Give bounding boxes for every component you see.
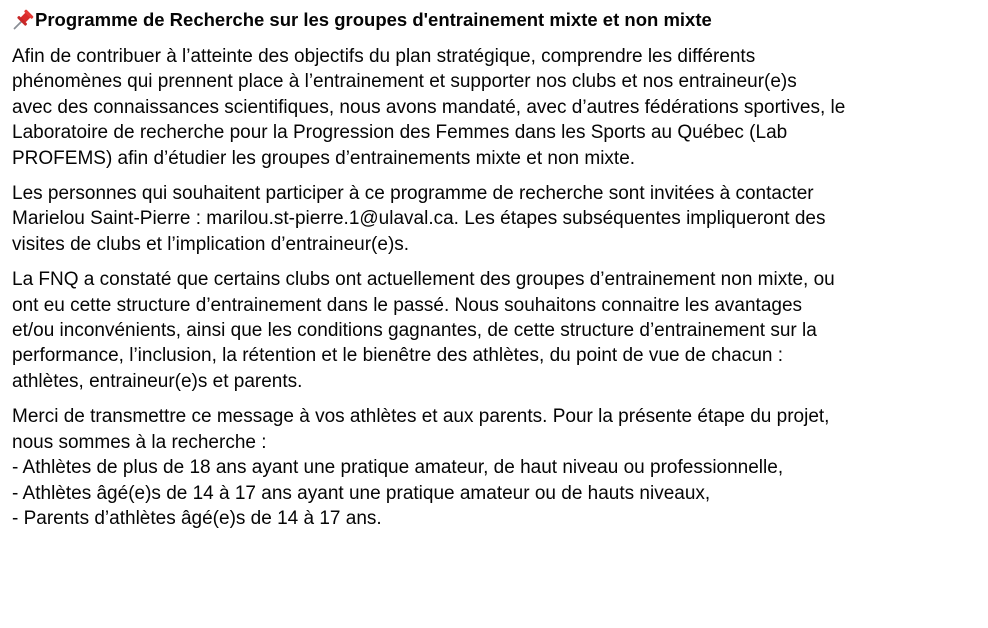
text-line: visites de clubs et l’implication d’entraineur(e)s. xyxy=(12,233,410,255)
text-line: Laboratoire de recherche pour la Progression des Femmes dans les Sports au Québec (Lab xyxy=(12,122,788,144)
text-line: La FNQ a constaté que certains clubs ont actuellement des groupes d’entrainement non mixte, ou xyxy=(12,269,835,291)
text-line: et/ou inconvénients, ainsi que les conditions gagnantes, de cette structure d’entrainement sur la xyxy=(12,320,817,342)
paragraph-3 xyxy=(12,267,978,394)
text-line: Les personnes qui souhaitent participer à ce programme de recherche sont invitées à contacter xyxy=(12,183,814,205)
text-line: Marielou Saint-Pierre : marilou.st-pierre.1@ulaval.ca. Les étapes subséquentes impliqueront des xyxy=(12,208,826,230)
paragraph-4 xyxy=(12,404,978,531)
text-line: performance, l’inclusion, la rétention et le bienêtre des athlètes, du point de vue de chacun : xyxy=(12,345,784,367)
list-item: - Athlètes âgé(e)s de 14 à 17 ans ayant une pratique amateur ou de hauts niveaux, xyxy=(12,482,711,504)
text-line: avec des connaissances scientifiques, nous avons mandaté, avec d’autres fédérations sportives, le xyxy=(12,96,846,118)
list-item: - Parents d’athlètes âgé(e)s de 14 à 17 ans. xyxy=(12,507,382,529)
pushpin-icon xyxy=(12,9,34,31)
text-line: Merci de transmettre ce message à vos athlètes et aux parents. Pour la présente étape du projet, xyxy=(12,406,830,428)
text-line: phénomènes qui prennent place à l’entrainement et supporter nos clubs et nos entraineur(e)s xyxy=(12,71,797,93)
text-line: athlètes, entraineur(e)s et parents. xyxy=(12,370,303,392)
post-title-text: Programme de Recherche sur les groupes d'entrainement mixte et non mixte xyxy=(35,9,712,30)
text-line: ont eu cette structure d’entrainement dans le passé. Nous souhaitons connaitre les avantages xyxy=(12,294,803,316)
text-line: Afin de contribuer à l’atteinte des objectifs du plan stratégique, comprendre les différents xyxy=(12,46,756,67)
paragraph-1 xyxy=(12,44,978,171)
post-title xyxy=(12,7,978,33)
list-item: - Athlètes de plus de 18 ans ayant une pratique amateur, de haut niveau ou professionnelle, xyxy=(12,457,784,479)
text-line: PROFEMS) afin d’étudier les groupes d’entrainements mixte et non mixte. xyxy=(12,147,636,169)
paragraph-2 xyxy=(12,181,978,257)
text-line: nous sommes à la recherche : xyxy=(12,431,267,453)
